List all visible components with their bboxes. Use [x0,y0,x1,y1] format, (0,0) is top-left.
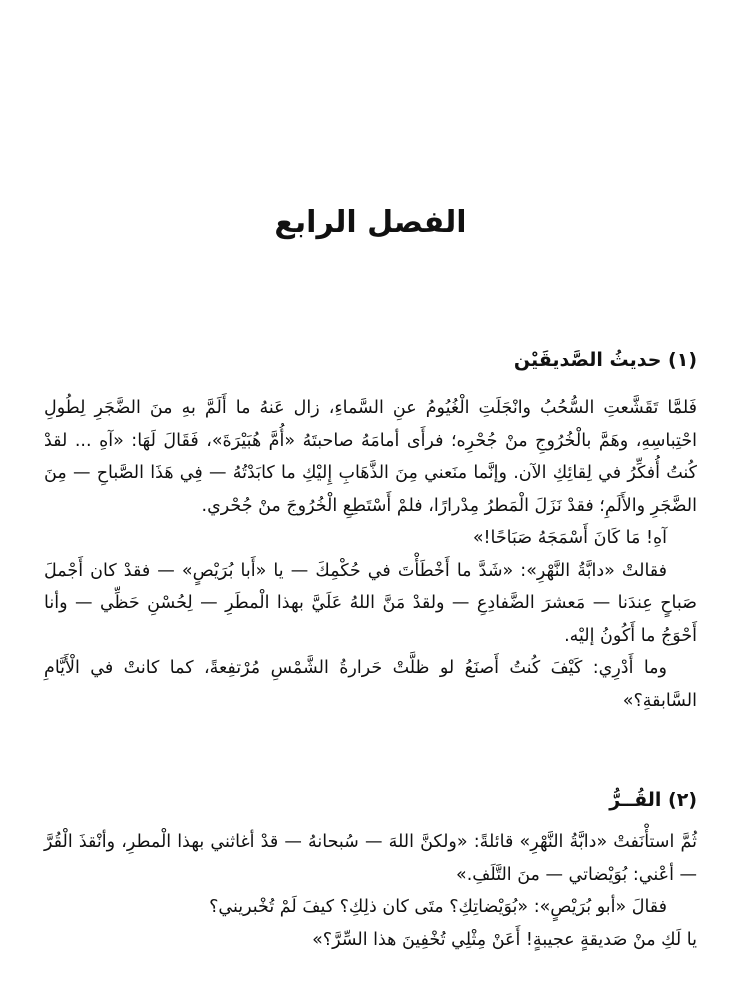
section-heading: (١) حديثُ الصَّديقَيْن [513,349,697,371]
book-page [44,0,697,1000]
section-eggs [44,780,697,956]
paragraph: فقالتْ «دابَّةُ النَّهْرِ»: «شَدَّ ما أَخْطَأْتَ في حُكْمِكَ — يا «أَبا بُرَيْصٍ» — فقدْ كان أَجْملَ صَباحٍ عِندَنا — مَعشرَ الضَّفادِعِ — ولقدْ مَنَّ اللهُ عَلَيَّ بهذا الْمطَرِ — لِحُسْنِ حَظِّي — وأنا أَحْوَجُ ما أَكُونُ إليْه. [44,560,697,646]
paragraph: فَلمَّا تَقَشَّعتِ السُّحُبُ وانْجَلَتِ الْغُيُومُ عنِ السَّماءِ، زال عَنهُ ما أَلَمَّ بهِ منَ الضَّجَرِ لِطُولِ احْتِباسِهِ، وهَمَّ بالْخُرُوجِ منْ جُحْرِه؛ فرأَى أمامَهُ صاحبتَهُ «أُمَّ هُبَيْرَةَ»، فَقَالَ لَهَا: «آهِ ... لقدْ كُنتُ أُفكِّرُ في لِقائِكِ الآن. وإنَّما منَعني مِنَ الذَّهَابِ إِليْكِ ما كابَدْتُهُ — فِي هَذَا الصَّباحِ — مِنَ الضَّجَرِ والأَلَمِ؛ فقدْ نَزَلَ الْمَطرُ مِدْرارًا، فلمْ أَسْتَطِعِ الْخُرُوجَ منْ جُحْري. [44,398,697,516]
section-friends-talk [44,340,697,717]
paragraph: آهِ! مَا كَانَ أَسْمَجَهُ صَبَاحًا!» [472,528,667,548]
paragraph: وما أَدْرِي: كَيْفَ كُنتُ أَصنَعُ لو ظلَّتْ حَرارةُ الشَّمْسِ مُرْتفِعةً، كما كانتْ في الْأَيَّامِ السَّابقةِ؟» [44,658,697,711]
paragraph: فقالَ «أبو بُرَيْصٍ»: «بُوَيْضاتِكِ؟ متَى كان ذلِكِ؟ كيفَ لَمْ تُخْبريني؟ [209,897,667,917]
paragraph: يا لَكِ منْ صَديقةٍ عجيبةٍ! أَعَنْ مِثْلِي تُخْفِينَ هذا السِّرَّ؟» [312,929,697,950]
chapter-title: الفصل الرابع [274,205,467,240]
section-heading: (٢) القُــرُّ [609,789,697,811]
paragraph: ثُمَّ استأْنَفتْ «دابَّةُ النَّهْرِ» قائلةً: «ولكنَّ اللهَ — سُبحانهُ — قدْ أغاثني بهذا الْمطرِ، وأنْقذَ الْقُرَّ — أعْني: بُوَيْضاتي — منَ التَّلَفِ.» [44,832,697,885]
